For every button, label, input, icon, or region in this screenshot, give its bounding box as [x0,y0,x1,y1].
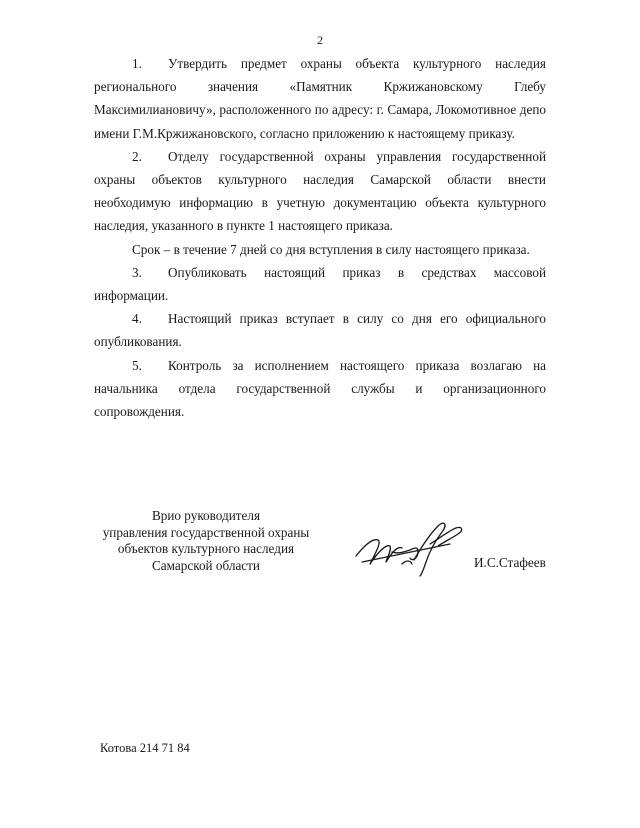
item-1 [94,52,546,145]
item-number: 5. [132,357,142,373]
item-number: 1. [132,56,142,71]
item-number: 2. [132,148,142,164]
handwritten-signature-icon [352,516,467,578]
item-number: 3. [132,264,142,280]
item-text: Отделу государственной охраны управления государственной охраны объектов культурного наследия Самарской области внести необходимую информацию в учетную документацию объекта культурного наследия, указанного в пункте 1 настоящего приказа. [94,148,546,234]
item-5 [94,354,546,424]
position-line: управления государственной охраны [102,524,310,540]
page-number: 2 [317,33,323,47]
document-body [94,52,546,423]
item-deadline [94,238,546,261]
signer-name: И.С.Стафеев [474,555,546,570]
position-line: Врио руководителя [151,508,261,523]
signatory-position [86,508,326,574]
item-text: Настоящий приказ вступает в силу со дня его официального опубликования. [94,311,546,350]
item-2 [94,145,546,238]
item-text: Контроль за исполнением настоящего приказа возлагаю на начальника отдела государственной службы и организационного сопровождения. [94,357,546,420]
item-number: 4. [132,311,142,327]
item-text: Утвердить предмет охраны объекта культурного наследия регионального значения «Памятник Кржижановскому Глебу Максимилиановичу», расположенного по адресу: г. Самара, Локомотивное депо имени Г.М.Кржижановского, согласно приложению к настоящему приказу. [94,56,546,141]
item-4 [94,307,546,353]
item-3 [94,261,546,307]
item-text: Опубликовать настоящий приказ в средствах массовой информации. [94,264,546,304]
executor-contact: Котова 214 71 84 [100,741,190,755]
item-text: Срок – в течение 7 дней со дня вступления в силу настоящего приказа. [132,241,530,257]
position-line: объектов культурного наследия [117,541,295,556]
position-line: Самарской области [152,557,260,573]
